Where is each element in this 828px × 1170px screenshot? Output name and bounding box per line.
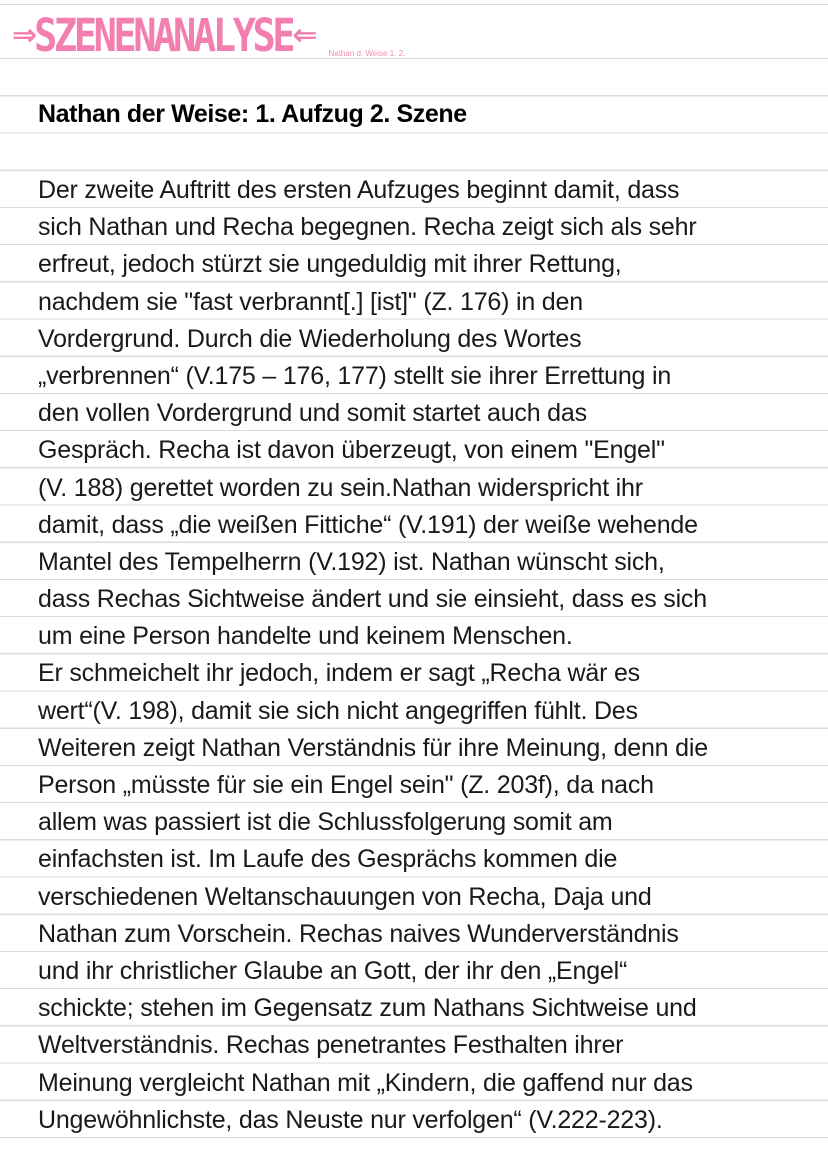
- arrow-right-decoration-icon: ⇒: [12, 18, 35, 53]
- arrow-left-decoration-icon: ⇐: [292, 18, 315, 53]
- section-heading: Nathan der Weise: 1. Aufzug 2. Szene: [38, 100, 467, 128]
- text-line: Der zweite Auftritt des ersten Aufzuges beginnt damit, dass: [38, 176, 680, 204]
- text-line: nachdem sie "fast verbrannt[.] [ist]" (Z. 176) in den: [38, 287, 583, 316]
- text-line: (V. 188) gerettet worden zu sein.Nathan widerspricht ihr: [38, 473, 643, 502]
- text-line: Nathan zum Vorschein. Rechas naives Wunderverständnis: [38, 919, 679, 948]
- text-line: erfreut, jedoch stürzt sie ungeduldig mit ihrer Rettung,: [38, 250, 622, 279]
- page-title: SZENENANALYSE: [34, 9, 293, 62]
- text-line: allem was passiert ist die Schlussfolgerung somit am: [38, 808, 613, 837]
- text-line: und ihr christlicher Glaube an Gott, der ihr den „Engel“: [38, 956, 628, 985]
- text-line: sich Nathan und Recha begegnen. Recha zeigt sich als sehr: [38, 213, 697, 242]
- text-line: Ungewöhnlichste, das Neuste nur verfolgen“ (V.222-223).: [38, 1105, 663, 1134]
- text-line: verschiedenen Weltanschauungen von Recha, Daja und: [38, 882, 652, 911]
- text-line: um eine Person handelte und keinem Menschen.: [38, 622, 573, 651]
- text-line: Weiteren zeigt Nathan Verständnis für ihre Meinung, denn die: [38, 733, 708, 762]
- text-line: schickte; stehen im Gegensatz zum Nathans Sichtweise und: [38, 994, 697, 1023]
- text-line: einfachsten ist. Im Laufe des Gesprächs kommen die: [38, 845, 618, 874]
- text-line: dass Rechas Sichtweise ändert und sie einsieht, dass es sich: [38, 585, 707, 614]
- text-line: Weltverständnis. Rechas penetrantes Festhalten ihrer: [38, 1031, 624, 1060]
- text-line: damit, dass „die weißen Fittiche“ (V.191) der weiße wehende: [38, 510, 698, 539]
- text-line: Person „müsste für sie ein Engel sein" (Z. 203f), da nach: [38, 771, 654, 799]
- page-subtitle: Nathan d. Weise 1. 2.: [328, 49, 406, 58]
- text-line: Meinung vergleicht Nathan mit „Kindern, die gaffend nur das: [38, 1068, 693, 1097]
- text-line: den vollen Vordergrund und somit startet auch das: [38, 399, 587, 428]
- text-line: Vordergrund. Durch die Wiederholung des Wortes: [38, 324, 582, 353]
- text-line: Gespräch. Recha ist davon überzeugt, von einem "Engel": [38, 436, 665, 465]
- text-line: „verbrennen“ (V.175 – 176, 177) stellt sie ihrer Errettung in: [38, 361, 672, 390]
- text-line: Er schmeichelt ihr jedoch, indem er sagt „Recha wär es: [38, 659, 640, 688]
- analysis-text: [38, 172, 818, 1139]
- page-header: [12, 8, 405, 64]
- text-line: wert“(V. 198), damit sie sich nicht angegriffen fühlt. Des: [38, 696, 638, 725]
- text-line: Mantel des Tempelherrn (V.192) ist. Nathan wünscht sich,: [38, 547, 665, 576]
